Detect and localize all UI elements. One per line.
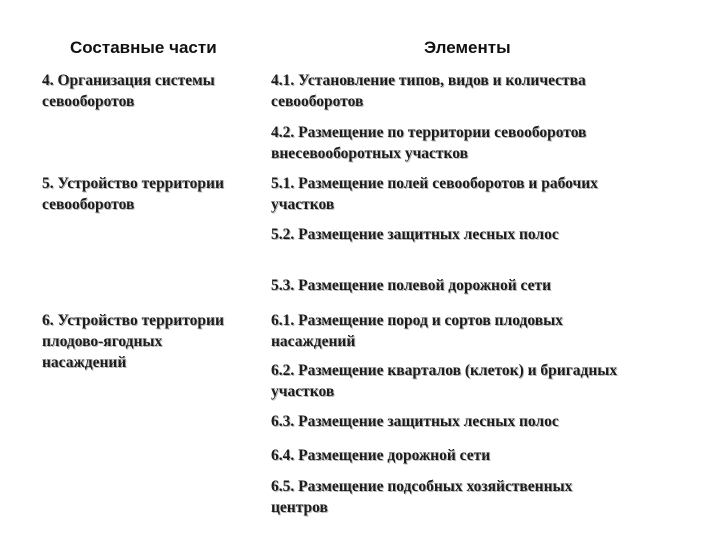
- part-5-line: 5. Устройство территории: [42, 175, 224, 192]
- element-5-1-line: 5.1. Размещение полей севооборотов и рабочих: [271, 175, 598, 192]
- element-5-3: [271, 275, 701, 296]
- element-4-1: [271, 70, 701, 112]
- element-5-3-line: 5.3. Размещение полевой дорожной сети: [271, 277, 552, 294]
- part-4: [42, 70, 262, 112]
- header-parts: Составные части: [70, 38, 217, 57]
- element-6-1: [271, 310, 701, 352]
- part-5-line: севооборотов: [42, 196, 135, 213]
- element-6-3-line: 6.3. Размещение защитных лесных полос: [271, 413, 559, 430]
- element-6-4: [271, 445, 701, 466]
- element-4-2-line: 4.2. Размещение по территории севооборотов: [271, 124, 587, 141]
- element-4-1-line: севооборотов: [271, 93, 364, 110]
- element-6-1-line: насаждений: [271, 333, 356, 350]
- part-4-line: 4. Организация системы: [42, 72, 215, 89]
- element-6-1-line: 6.1. Размещение пород и сортов плодовых: [271, 312, 563, 329]
- element-6-5-line: 6.5. Размещение подсобных хозяйственных: [271, 478, 573, 495]
- element-6-4-line: 6.4. Размещение дорожной сети: [271, 447, 491, 464]
- part-6-line: насаждений: [42, 354, 127, 371]
- element-5-1: [271, 173, 701, 215]
- element-6-2: [271, 360, 701, 402]
- part-6: [42, 310, 262, 373]
- header-elements: Элементы: [424, 38, 511, 57]
- element-5-2-line: 5.2. Размещение защитных лесных полос: [271, 226, 559, 243]
- element-6-5-line: центров: [271, 499, 328, 516]
- element-4-2-line: внесевооборотных участков: [271, 145, 469, 162]
- part-5: [42, 173, 262, 215]
- part-6-line: 6. Устройство территории: [42, 312, 224, 329]
- element-4-1-line: 4.1. Установление типов, видов и количества: [271, 72, 586, 89]
- element-6-5: [271, 476, 701, 518]
- element-5-1-line: участков: [271, 196, 335, 213]
- element-4-2: [271, 122, 701, 164]
- part-6-line: плодово-ягодных: [42, 333, 163, 350]
- element-6-2-line: участков: [271, 383, 335, 400]
- element-6-2-line: 6.2. Размещение кварталов (клеток) и бригадных: [271, 362, 618, 379]
- element-5-2: [271, 224, 701, 245]
- part-4-line: севооборотов: [42, 93, 135, 110]
- element-6-3: [271, 411, 701, 432]
